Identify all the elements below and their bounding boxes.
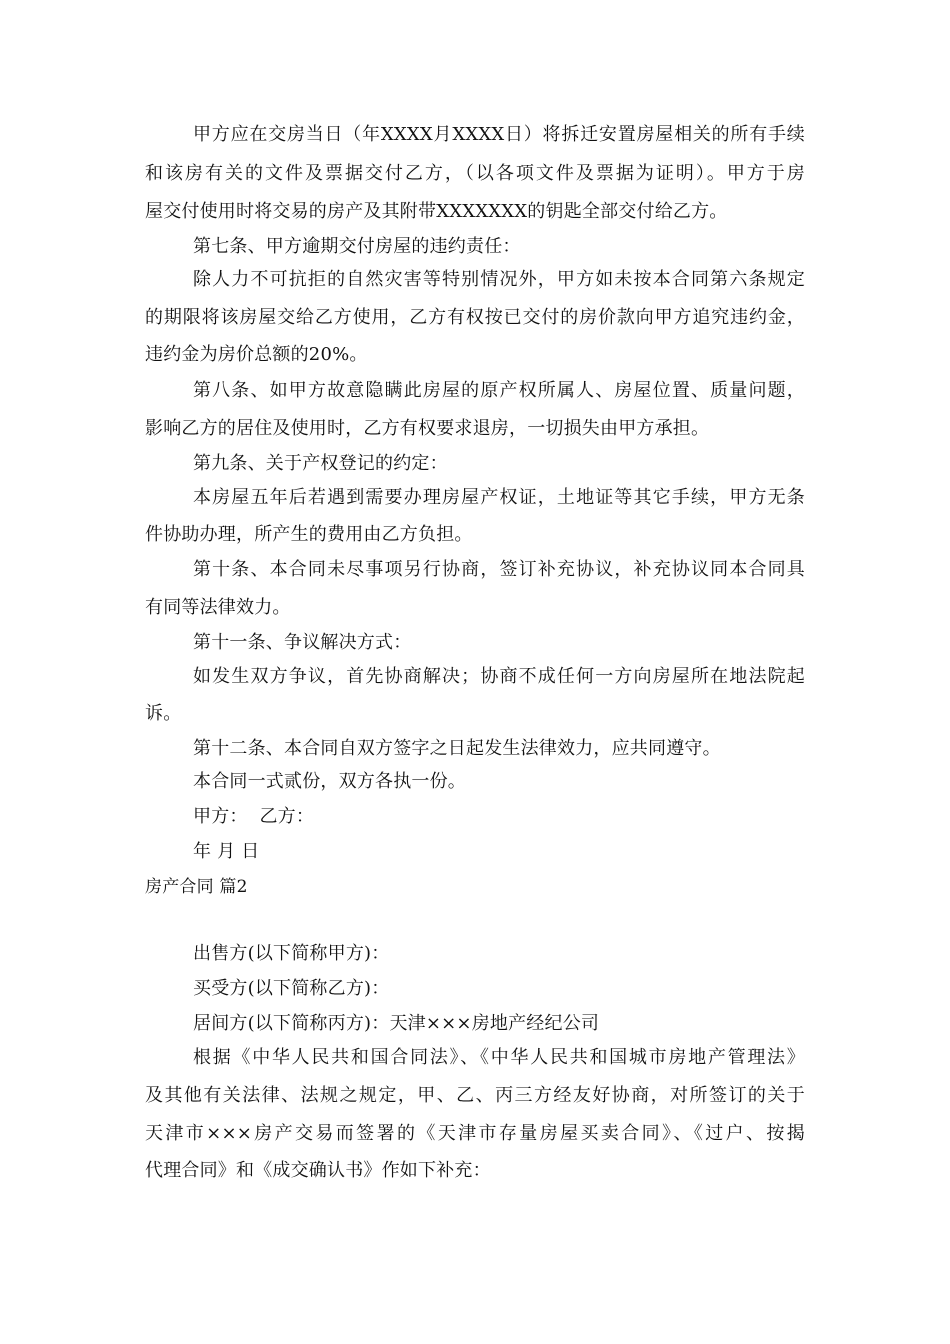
text-line: 天津市×××房产交易而签署的《天津市存量房屋买卖合同》、《过户、按揭 [145, 1123, 805, 1144]
article-heading: 第七条、甲方逾期交付房屋的违约责任： [193, 236, 521, 257]
article-heading: 第十条、本合同未尽事项另行协商，签订补充协议，补充协议同本合同具 [193, 559, 805, 580]
article-heading: 第八条、如甲方故意隐瞒此房屋的原产权所属人、房屋位置、质量问题， [193, 380, 805, 401]
party-line: 买受方(以下简称乙方)： [193, 978, 390, 999]
text-line: 除人力不可抗拒的自然灾害等特别情况外，甲方如未按本合同第六条规定 [193, 269, 805, 290]
text-line: 件协助办理，所产生的费用由乙方负担。 [145, 524, 473, 545]
text-line: 违约金为房价总额的20%。 [145, 344, 368, 365]
text-line: 代理合同》和《成交确认书》作如下补充： [145, 1160, 491, 1181]
text-line: 影响乙方的居住及使用时，乙方有权要求退房，一切损失由甲方承担。 [145, 418, 710, 439]
text-line: 和该房有关的文件及票据交付乙方，（以各项文件及票据为证明）。甲方于房 [145, 163, 805, 184]
text-line: 本房屋五年后若遇到需要办理房屋产权证，土地证等其它手续，甲方无条 [193, 487, 805, 508]
text-line: 的期限将该房屋交给乙方使用，乙方有权按已交付的房价款向甲方追究违约金， [145, 307, 805, 328]
text-line: 本合同一式贰份，双方各执一份。 [193, 771, 466, 792]
text-line: 有同等法律效力。 [145, 597, 291, 618]
party-line: 出售方(以下简称甲方)： [193, 943, 390, 964]
text-line: 及其他有关法律、法规之规定，甲、乙、丙三方经友好协商，对所签订的关于 [145, 1085, 805, 1106]
party-line: 居间方(以下简称丙方)：天津×××房地产经纪公司 [193, 1013, 600, 1034]
text-line: 如发生双方争议，首先协商解决；协商不成任何一方向房屋所在地法院起 [193, 666, 805, 687]
text-line: 诉。 [145, 703, 182, 724]
signature-line: 甲方： 乙方： [193, 806, 315, 827]
text-line: 甲方应在交房当日（年XXXX月XXXX日）将拆迁安置房屋相关的所有手续 [193, 124, 805, 145]
article-heading: 第十一条、争议解决方式： [193, 632, 412, 653]
text-line: 屋交付使用时将交易的房产及其附带XXXXXXX的钥匙全部交付给乙方。 [145, 201, 728, 222]
article-heading: 第九条、关于产权登记的约定： [193, 453, 448, 474]
text-line: 根据《中华人民共和国合同法》、《中华人民共和国城市房地产管理法》 [193, 1047, 805, 1068]
date-line: 年 月 日 [193, 841, 260, 862]
article-heading: 第十二条、本合同自双方签字之日起发生法律效力，应共同遵守。 [193, 738, 721, 759]
section-title: 房产合同 篇2 [145, 877, 248, 897]
